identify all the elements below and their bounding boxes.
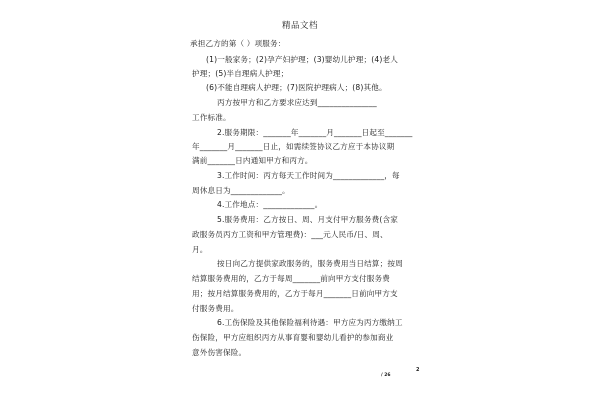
text-line: 工作标准。 — [192, 113, 231, 122]
page-side-number: 2 — [416, 367, 420, 373]
text-line: 周休息日为_____________。 — [192, 186, 290, 195]
text-line: (6)不能自理病人护理；(7)医院护理病人；(8)其他。 — [206, 83, 387, 92]
text-line: 满前_______日内通知甲方和丙方。 — [192, 156, 313, 165]
text-line: 承担乙方的第（ ）项服务： — [190, 39, 286, 48]
text-line: 政服务员丙方工资和甲方管理费)：___元人民币/日、周、 — [192, 230, 388, 239]
text-line: 6.工伤保险及其他保险福利待遇：甲方应为丙方缴纳工 — [217, 318, 403, 327]
text-line: 3.工作时间：丙方每天工作时间为_____________，每 — [217, 171, 400, 180]
text-line: 按日向乙方提供家政服务的，服务费用当日结算；按周 — [217, 259, 403, 268]
text-line: 伤保险，甲方应组织丙方从事育婴和婴幼儿看护的参加商业 — [192, 333, 394, 342]
text-line: 意外伤害保险。 — [192, 348, 247, 357]
text-line: (1)一般家务；(2)孕产妇护理；(3)婴幼儿护理；(4)老人 — [206, 55, 398, 64]
text-line: 丙方按甲方和乙方要求应达到_______________ — [217, 98, 377, 107]
page-header: 精品文档 — [281, 21, 318, 31]
text-line: 护理；(5)半自理病人护理； — [192, 69, 289, 78]
page-number: / 26 — [381, 373, 391, 378]
text-line: 4.工作地点：_____________。 — [217, 200, 323, 209]
text-line: 付服务费用。 — [192, 304, 239, 313]
text-line: 月。 — [192, 245, 208, 254]
text-line: 用；按月结算服务费用的，乙方于每月_______日前向甲方支 — [192, 289, 398, 298]
text-line: 结算服务费用的，乙方于每周_______前向甲方支付服务费 — [192, 274, 390, 283]
text-line: 5.服务费用：乙方按日、周、月支付甲方服务费(含家 — [217, 215, 399, 224]
text-line: 2.服务期限：_______年_______月_______日起至_______ — [217, 128, 413, 137]
text-line: 年_______月_______日止，如需续签协议乙方应于本协议期 — [192, 142, 395, 151]
